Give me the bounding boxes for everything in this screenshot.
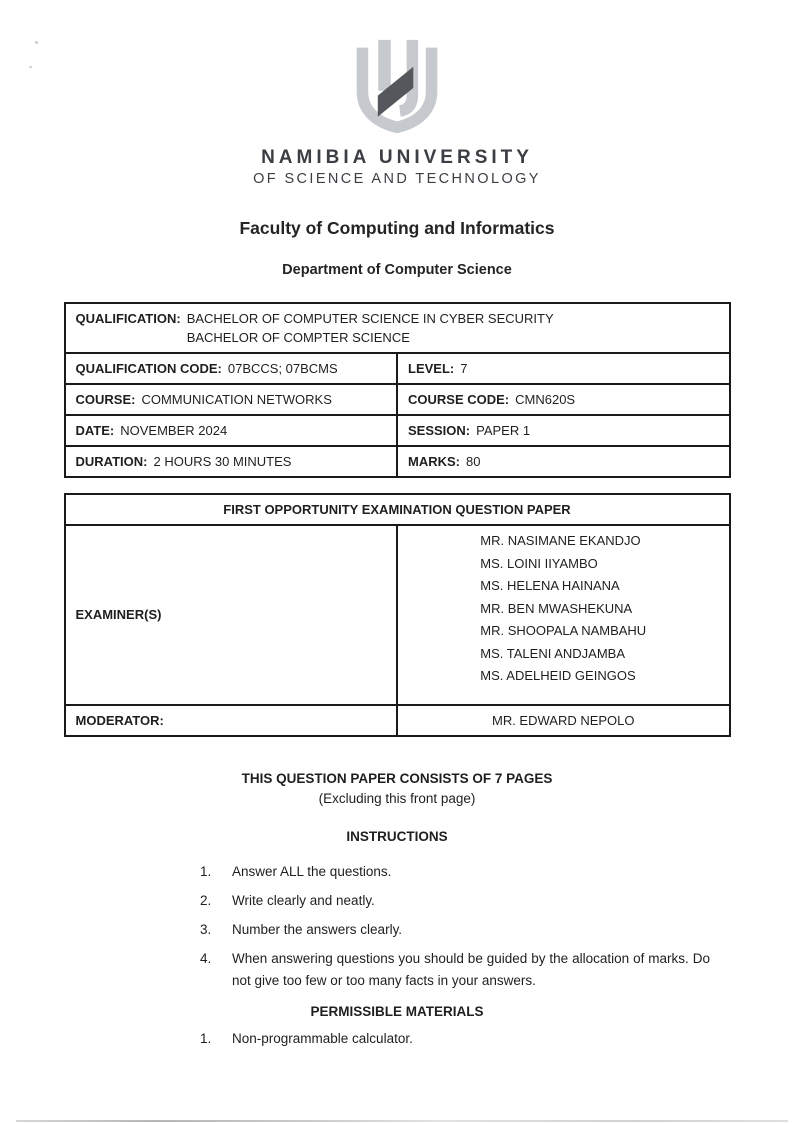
scan-speck xyxy=(29,66,32,68)
table-row xyxy=(65,415,730,446)
nust-shield-logo-icon xyxy=(349,36,445,136)
faculty-title: Faculty of Computing and Informatics xyxy=(239,218,555,238)
permissible-materials-title: PERMISSIBLE MATERIALS xyxy=(310,1003,484,1019)
duration-cell xyxy=(65,446,398,477)
level-cell xyxy=(397,353,730,384)
moderator-label: MODERATOR: xyxy=(65,705,398,736)
course-label: COURSE: xyxy=(75,392,136,407)
duration-label: DURATION: xyxy=(75,454,148,469)
scan-speck xyxy=(35,41,38,44)
item-text: Non-programmable calculator. xyxy=(232,1030,413,1046)
course-details-table xyxy=(64,302,731,478)
course-value: COMMUNICATION NETWORKS xyxy=(141,392,332,407)
qualification-code-value: 07BCCS; 07BCMS xyxy=(227,361,338,376)
item-number: 4. xyxy=(200,950,212,966)
session-label: SESSION: xyxy=(408,423,471,438)
qualification-code-label: QUALIFICATION CODE: xyxy=(75,361,222,376)
item-text: When answering questions you should be guided by the allocation of marks. Do not give too few or too many facts in your answers. xyxy=(232,950,710,988)
list-item xyxy=(200,948,710,992)
department-title: Department of Computer Science xyxy=(282,262,512,278)
item-number: 1. xyxy=(200,1030,212,1046)
examiners-table xyxy=(64,493,731,737)
examiners-label: EXAMINER(S) xyxy=(65,525,398,705)
course-code-label: COURSE CODE: xyxy=(408,392,510,407)
list-item xyxy=(200,861,710,883)
page-count-note: THIS QUESTION PAPER CONSISTS OF 7 PAGES xyxy=(241,770,553,786)
table-row xyxy=(65,353,730,384)
item-text: Answer ALL the questions. xyxy=(232,863,392,879)
session-cell xyxy=(397,415,730,446)
course-cell xyxy=(65,384,398,415)
marks-value: 80 xyxy=(466,454,481,469)
qualification-line2: BACHELOR OF COMPTER SCIENCE xyxy=(186,330,410,345)
item-text: Number the answers clearly. xyxy=(232,921,403,937)
examiner-name: MS. TALENI ANDJAMBA xyxy=(480,645,626,661)
university-logo-block xyxy=(0,0,794,189)
marks-cell xyxy=(397,446,730,477)
date-cell xyxy=(65,415,398,446)
university-name: NAMIBIA UNIVERSITY xyxy=(261,147,533,168)
marks-label: MARKS: xyxy=(408,454,460,469)
qualification-code-cell xyxy=(65,353,398,384)
item-number: 1. xyxy=(200,863,212,879)
examiner-name: MS. ADELHEID GEINGOS xyxy=(480,668,636,683)
item-number: 3. xyxy=(200,921,212,937)
level-label: LEVEL: xyxy=(408,361,455,376)
examiner-name: MR. NASIMANE EKANDJO xyxy=(480,533,641,548)
examiner-name: MR. SHOOPALA NAMBAHU xyxy=(480,623,647,638)
examiner-name: MS. HELENA HAINANA xyxy=(480,578,620,593)
level-value: 7 xyxy=(460,361,468,376)
table-row xyxy=(65,303,730,353)
date-label: DATE: xyxy=(75,423,115,438)
qualification-cell xyxy=(65,303,730,353)
table-row xyxy=(65,446,730,477)
table-row xyxy=(65,705,730,736)
duration-value: 2 HOURS 30 MINUTES xyxy=(153,454,292,469)
examiners-list-cell xyxy=(397,525,730,705)
university-tagline: OF SCIENCE AND TECHNOLOGY xyxy=(253,171,541,187)
table-row xyxy=(65,525,730,705)
item-number: 2. xyxy=(200,892,212,908)
qualification-line1: BACHELOR OF COMPUTER SCIENCE IN CYBER SECURITY xyxy=(186,311,554,326)
instructions-title: INSTRUCTIONS xyxy=(346,828,448,844)
list-item xyxy=(200,919,710,941)
moderator-name: MR. EDWARD NEPOLO xyxy=(397,705,730,736)
examiner-name: MR. BEN MWASHEKUNA xyxy=(480,600,633,616)
session-value: PAPER 1 xyxy=(476,423,531,438)
list-item xyxy=(200,1028,710,1050)
scan-edge-artifact xyxy=(16,1120,788,1122)
table-row xyxy=(65,494,730,525)
qualification-label: QUALIFICATION: xyxy=(75,311,181,326)
examiner-name: MS. LOINI IIYAMBO xyxy=(480,555,598,571)
excluding-note: (Excluding this front page) xyxy=(318,790,476,806)
exam-paper-title: FIRST OPPORTUNITY EXAMINATION QUESTION PAPER xyxy=(65,494,730,525)
instructions-list xyxy=(200,861,710,992)
item-text: Write clearly and neatly. xyxy=(232,892,375,908)
date-value: NOVEMBER 2024 xyxy=(120,423,228,438)
materials-list xyxy=(200,1028,710,1050)
course-code-value: CMN620S xyxy=(515,392,576,407)
table-row xyxy=(65,384,730,415)
list-item xyxy=(200,890,710,912)
course-code-cell xyxy=(397,384,730,415)
